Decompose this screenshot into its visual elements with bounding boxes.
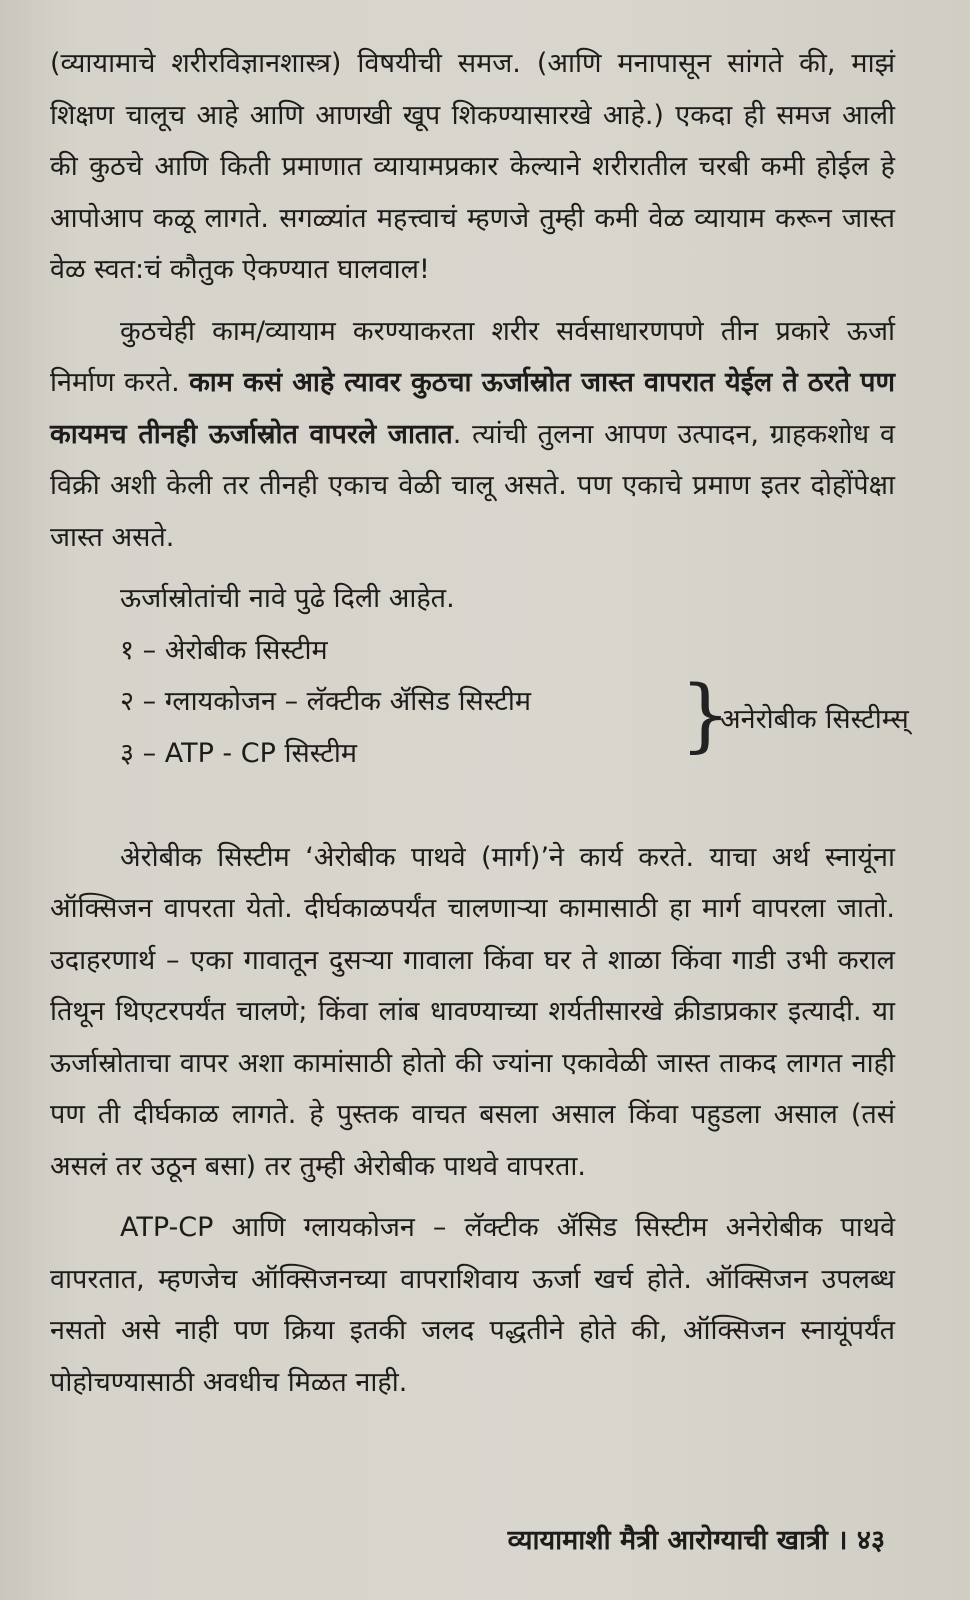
- paragraph-energy-production: [50, 306, 895, 564]
- list-item-glycogen: २ – ग्लायकोजन – लॅक्टीक ॲसिड सिस्टीम: [120, 686, 531, 717]
- curly-brace-icon: }: [680, 667, 731, 761]
- paragraph-energy-end: . त्यांची तुलना आपण उत्पादन, ग्राहकशोध व विक्री अशी केली तर तीनही एकाच वेळी चालू असते. पण एकाचे प्रमाण इतर दोहोंपेक्षा जास्त असते.: [50, 418, 895, 553]
- paragraph-intro: (व्यायामाचे शरीरविज्ञानशास्त्र) विषयीची समज. (आणि मनापासून सांगते की, माझं शिक्षण चालूच आहे आणि आणखी खूप शिकण्यासारखे आहे.) एकदा ही समज आली की कुठचे आणि किती प्रमाणात व्यायामप्रकार केल्याने शरीरातील चरबी कमी होईल हे आपोआप कळू लागते. सगळ्यांत महत्त्वाचं म्हणजे तुम्ही कमी वेळ व्यायाम करून जास्त वेळ स्वत:चं कौतुक ऐकण्यात घालवाल!: [50, 48, 895, 285]
- page-footer: व्यायामाशी मैत्री आरोग्याची खात्री । ४३: [507, 1525, 885, 1556]
- paragraph-energy-bold: काम कसं आहे त्यावर कुठचा ऊर्जास्रोत जास्त वापरात येईल ते ठरते पण कायमच तीनही ऊर्जास्रोत वापरले जातात: [50, 367, 895, 450]
- energy-systems-list: [120, 625, 909, 780]
- paragraph-aerobic: अेरोबीक सिस्टीम ‘अेरोबीक पाथवे (मार्ग)’ने कार्य करते. याचा अर्थ स्नायूंना ऑक्सिजन वापरता येतो. दीर्घकाळपर्यंत चालणाऱ्या कामासाठी हा मार्ग वापरला जातो. उदाहरणार्थ – एका गावातून दुसऱ्या गावाला किंवा घर ते शाळा किंवा गाडी उभी कराल तिथून थिएटरपर्यंत चालणे; किंवा लांब धावण्याच्या शर्यतीसारखे क्रीडाप्रकार इत्यादी. या ऊर्जास्रोताचा वापर अशा कामांसाठी होतो की ज्यांना एकावेळी जास्त ताकद लागत नाही पण ती दीर्घकाळ लागते. हे पुस्तक वाचत बसला असाल किंवा पहुडला असाल (तसं असलं तर उठून बसा) तर तुम्ही अेरोबीक पाथवे वापरता.: [50, 841, 895, 1182]
- energy-list-intro: ऊर्जास्रोतांची नावे पुढे दिली आहेत.: [120, 583, 455, 614]
- anaerobic-systems-label: अनेरोबीक सिस्टीम्स्: [720, 703, 909, 735]
- list-item-atp-cp: ३ – ATP - CP सिस्टीम: [120, 737, 357, 769]
- paragraph-energy-start: कुठचेही काम/व्यायाम करण्याकरता शरीर सर्वसाधारणपणे तीन प्रकारे ऊर्जा निर्माण करते.: [50, 315, 895, 398]
- list-item-aerobic: १ – अेरोबीक सिस्टीम: [120, 634, 328, 666]
- paragraph-anaerobic: ATP-CP आणि ग्लायकोजन – लॅक्टीक ॲसिड सिस्टीम अनेरोबीक पाथवे वापरतात, म्हणजेच ऑक्सिजनच्या वापराशिवाय ऊर्जा खर्च होते. ऑक्सिजन उपलब्ध नसतो असे नाही पण क्रिया इतकी जलद पद्धतीने होते की, ऑक्सिजन स्नायूंपर्यंत पोहोचण्यासाठी अवधीच मिळत नाही.: [50, 1212, 895, 1398]
